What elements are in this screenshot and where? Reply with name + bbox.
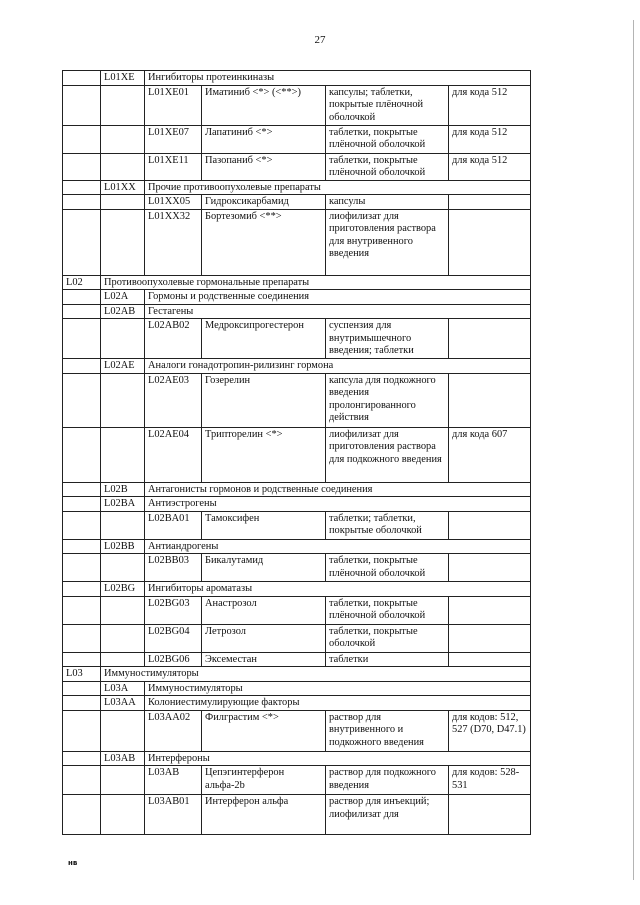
note-cell [449,511,531,539]
empty-cell [63,795,101,835]
subgroup-code-cell: L02AB [101,304,145,319]
table-row [63,180,531,195]
scan-edge-line [633,20,634,880]
empty-cell [63,582,101,597]
drug-name-cell: Тамоксифен [202,511,326,539]
dosage-form-cell: раствор для инъекций; лиофилизат для [326,795,449,835]
note-cell: для кода 512 [449,85,531,125]
drug-code-cell: L02BG04 [145,624,202,652]
subgroup-name-cell: Прочие противоопухолевые препараты [145,180,531,195]
subgroup-code-cell: L02BA [101,497,145,512]
drug-name-cell: Гозерелин [202,373,326,427]
subgroup-name-cell: Антагонисты гормонов и родственные соединения [145,482,531,497]
subgroup-name-cell: Ингибиторы протеинкиназы [145,71,531,86]
empty-cell [63,427,101,482]
subgroup-code-cell: L03AA [101,696,145,711]
dosage-form-cell: раствор для подкожного введения [326,766,449,795]
drug-code-cell: L02BG06 [145,652,202,667]
empty-cell [63,290,101,305]
table-row [63,766,531,795]
table-row [63,497,531,512]
empty-cell [101,427,145,482]
empty-cell [63,359,101,374]
drug-name-cell: Интерферон альфа [202,795,326,835]
dosage-form-cell: раствор для внутривенного и подкожного введения [326,710,449,751]
empty-cell [63,511,101,539]
note-cell [449,652,531,667]
page-number: 27 [314,34,326,46]
table-row [63,554,531,582]
subgroup-name-cell: Гестагены [145,304,531,319]
group-code-cell: L03 [63,667,101,682]
empty-cell [101,766,145,795]
subgroup-name-cell: Иммуностимуляторы [145,681,531,696]
subgroup-name-cell: Колониестимулирующие факторы [145,696,531,711]
group-name-cell: Противоопухолевые гормональные препараты [101,275,531,290]
note-cell [449,195,531,210]
subgroup-code-cell: L03A [101,681,145,696]
drug-code-cell: L02BA01 [145,511,202,539]
table-row [63,209,531,275]
drug-code-cell: L01XE11 [145,153,202,180]
drug-name-cell: Цепэгинтерферон альфа-2b [202,766,326,795]
drug-code-cell: L01XE07 [145,125,202,153]
empty-cell [101,195,145,210]
empty-cell [63,195,101,210]
note-cell [449,373,531,427]
note-cell: для кодов: 512, 527 (D70, D47.1) [449,710,531,751]
dosage-form-cell: лиофилизат для приготовления раствора для внутривенного введения [326,209,449,275]
subgroup-code-cell: L02AE [101,359,145,374]
note-cell [449,596,531,624]
note-cell [449,554,531,582]
table-row [63,710,531,751]
empty-cell [101,710,145,751]
subgroup-code-cell: L02B [101,482,145,497]
subgroup-name-cell: Антиандрогены [145,539,531,554]
drug-code-cell: L01XX05 [145,195,202,210]
empty-cell [101,652,145,667]
note-cell [449,319,531,359]
empty-cell [63,153,101,180]
empty-cell [63,751,101,766]
empty-cell [101,511,145,539]
dosage-form-cell: таблетки [326,652,449,667]
empty-cell [63,681,101,696]
table-row [63,539,531,554]
empty-cell [63,71,101,86]
note-cell: для кода 607 [449,427,531,482]
table-row [63,751,531,766]
table-row [63,624,531,652]
drug-name-cell: Бортезомиб <**> [202,209,326,275]
drug-code-cell: L02BB03 [145,554,202,582]
empty-cell [63,373,101,427]
subgroup-code-cell: L02BG [101,582,145,597]
table-row [63,275,531,290]
note-cell [449,209,531,275]
empty-cell [63,596,101,624]
drug-name-cell: Гидроксикарбамид [202,195,326,210]
empty-cell [101,554,145,582]
drug-code-cell: L02AB02 [145,319,202,359]
drug-code-cell: L01XE01 [145,85,202,125]
empty-cell [63,319,101,359]
group-name-cell: Иммуностимуляторы [101,667,531,682]
note-cell: для кодов: 528-531 [449,766,531,795]
table-row [63,582,531,597]
dosage-form-cell: таблетки, покрытые оболочкой [326,624,449,652]
drug-name-cell: Медроксипрогестерон [202,319,326,359]
note-cell: для кода 512 [449,153,531,180]
drug-code-cell: L02AE04 [145,427,202,482]
subgroup-code-cell: L03AB [101,751,145,766]
drug-name-cell: Иматиниб <*> (<**>) [202,85,326,125]
dosage-form-cell: таблетки, покрытые плёночной оболочкой [326,153,449,180]
subgroup-code-cell: L01XE [101,71,145,86]
empty-cell [63,180,101,195]
table-row [63,681,531,696]
subgroup-name-cell: Гормоны и родственные соединения [145,290,531,305]
drug-code-cell: L03AB [145,766,202,795]
empty-cell [101,596,145,624]
table-row [63,153,531,180]
empty-cell [101,125,145,153]
empty-cell [101,153,145,180]
empty-cell [63,554,101,582]
dosage-form-cell: капсула для подкожного введения пролонгированного действия [326,373,449,427]
empty-cell [63,497,101,512]
empty-cell [63,85,101,125]
empty-cell [101,85,145,125]
drug-name-cell: Анастрозол [202,596,326,624]
drug-table-body [63,71,531,835]
subgroup-code-cell: L02BB [101,539,145,554]
drug-code-cell: L03AA02 [145,710,202,751]
empty-cell [63,304,101,319]
subgroup-name-cell: Интерфероны [145,751,531,766]
empty-cell [101,319,145,359]
table-row [63,71,531,86]
dosage-form-cell: таблетки, покрытые плёночной оболочкой [326,554,449,582]
empty-cell [101,209,145,275]
dosage-form-cell: суспензия для внутримышечного введения; таблетки [326,319,449,359]
empty-cell [63,766,101,795]
drug-code-cell: L02BG03 [145,596,202,624]
drug-name-cell: Эксеместан [202,652,326,667]
note-cell [449,795,531,835]
table-row [63,652,531,667]
subgroup-name-cell: Аналоги гонадотропин-рилизинг гормона [145,359,531,374]
table-row [63,482,531,497]
table-row [63,290,531,305]
table-row [63,373,531,427]
table-row [63,511,531,539]
table-row [63,195,531,210]
empty-cell [63,209,101,275]
table-row [63,359,531,374]
empty-cell [63,482,101,497]
empty-cell [63,539,101,554]
drug-code-cell: L01XX32 [145,209,202,275]
subgroup-code-cell: L02A [101,290,145,305]
drug-code-cell: L03AB01 [145,795,202,835]
empty-cell [63,710,101,751]
empty-cell [101,373,145,427]
stamp-mark: нв [68,859,78,867]
table-row [63,795,531,835]
table-row [63,696,531,711]
table-row [63,667,531,682]
table-row [63,319,531,359]
empty-cell [63,624,101,652]
empty-cell [101,795,145,835]
dosage-form-cell: капсулы; таблетки, покрытые плёночной оболочкой [326,85,449,125]
dosage-form-cell: таблетки; таблетки, покрытые оболочкой [326,511,449,539]
table-row [63,596,531,624]
subgroup-code-cell: L01XX [101,180,145,195]
subgroup-name-cell: Ингибиторы ароматазы [145,582,531,597]
dosage-form-cell: лиофилизат для приготовления раствора для подкожного введения [326,427,449,482]
drug-name-cell: Лапатиниб <*> [202,125,326,153]
empty-cell [63,652,101,667]
table-row [63,125,531,153]
dosage-form-cell: таблетки, покрытые плёночной оболочкой [326,125,449,153]
table-row [63,427,531,482]
dosage-form-cell: капсулы [326,195,449,210]
table-row [63,85,531,125]
note-cell [449,624,531,652]
drug-code-cell: L02AE03 [145,373,202,427]
drug-name-cell: Трипторелин <*> [202,427,326,482]
group-code-cell: L02 [63,275,101,290]
table-row [63,304,531,319]
subgroup-name-cell: Антиэстрогены [145,497,531,512]
dosage-form-cell: таблетки, покрытые плёночной оболочкой [326,596,449,624]
note-cell: для кода 512 [449,125,531,153]
empty-cell [63,125,101,153]
empty-cell [101,624,145,652]
empty-cell [63,696,101,711]
drug-name-cell: Пазопаниб <*> [202,153,326,180]
drug-name-cell: Бикалутамид [202,554,326,582]
drug-table [62,70,531,835]
drug-name-cell: Филграстим <*> [202,710,326,751]
drug-name-cell: Летрозол [202,624,326,652]
